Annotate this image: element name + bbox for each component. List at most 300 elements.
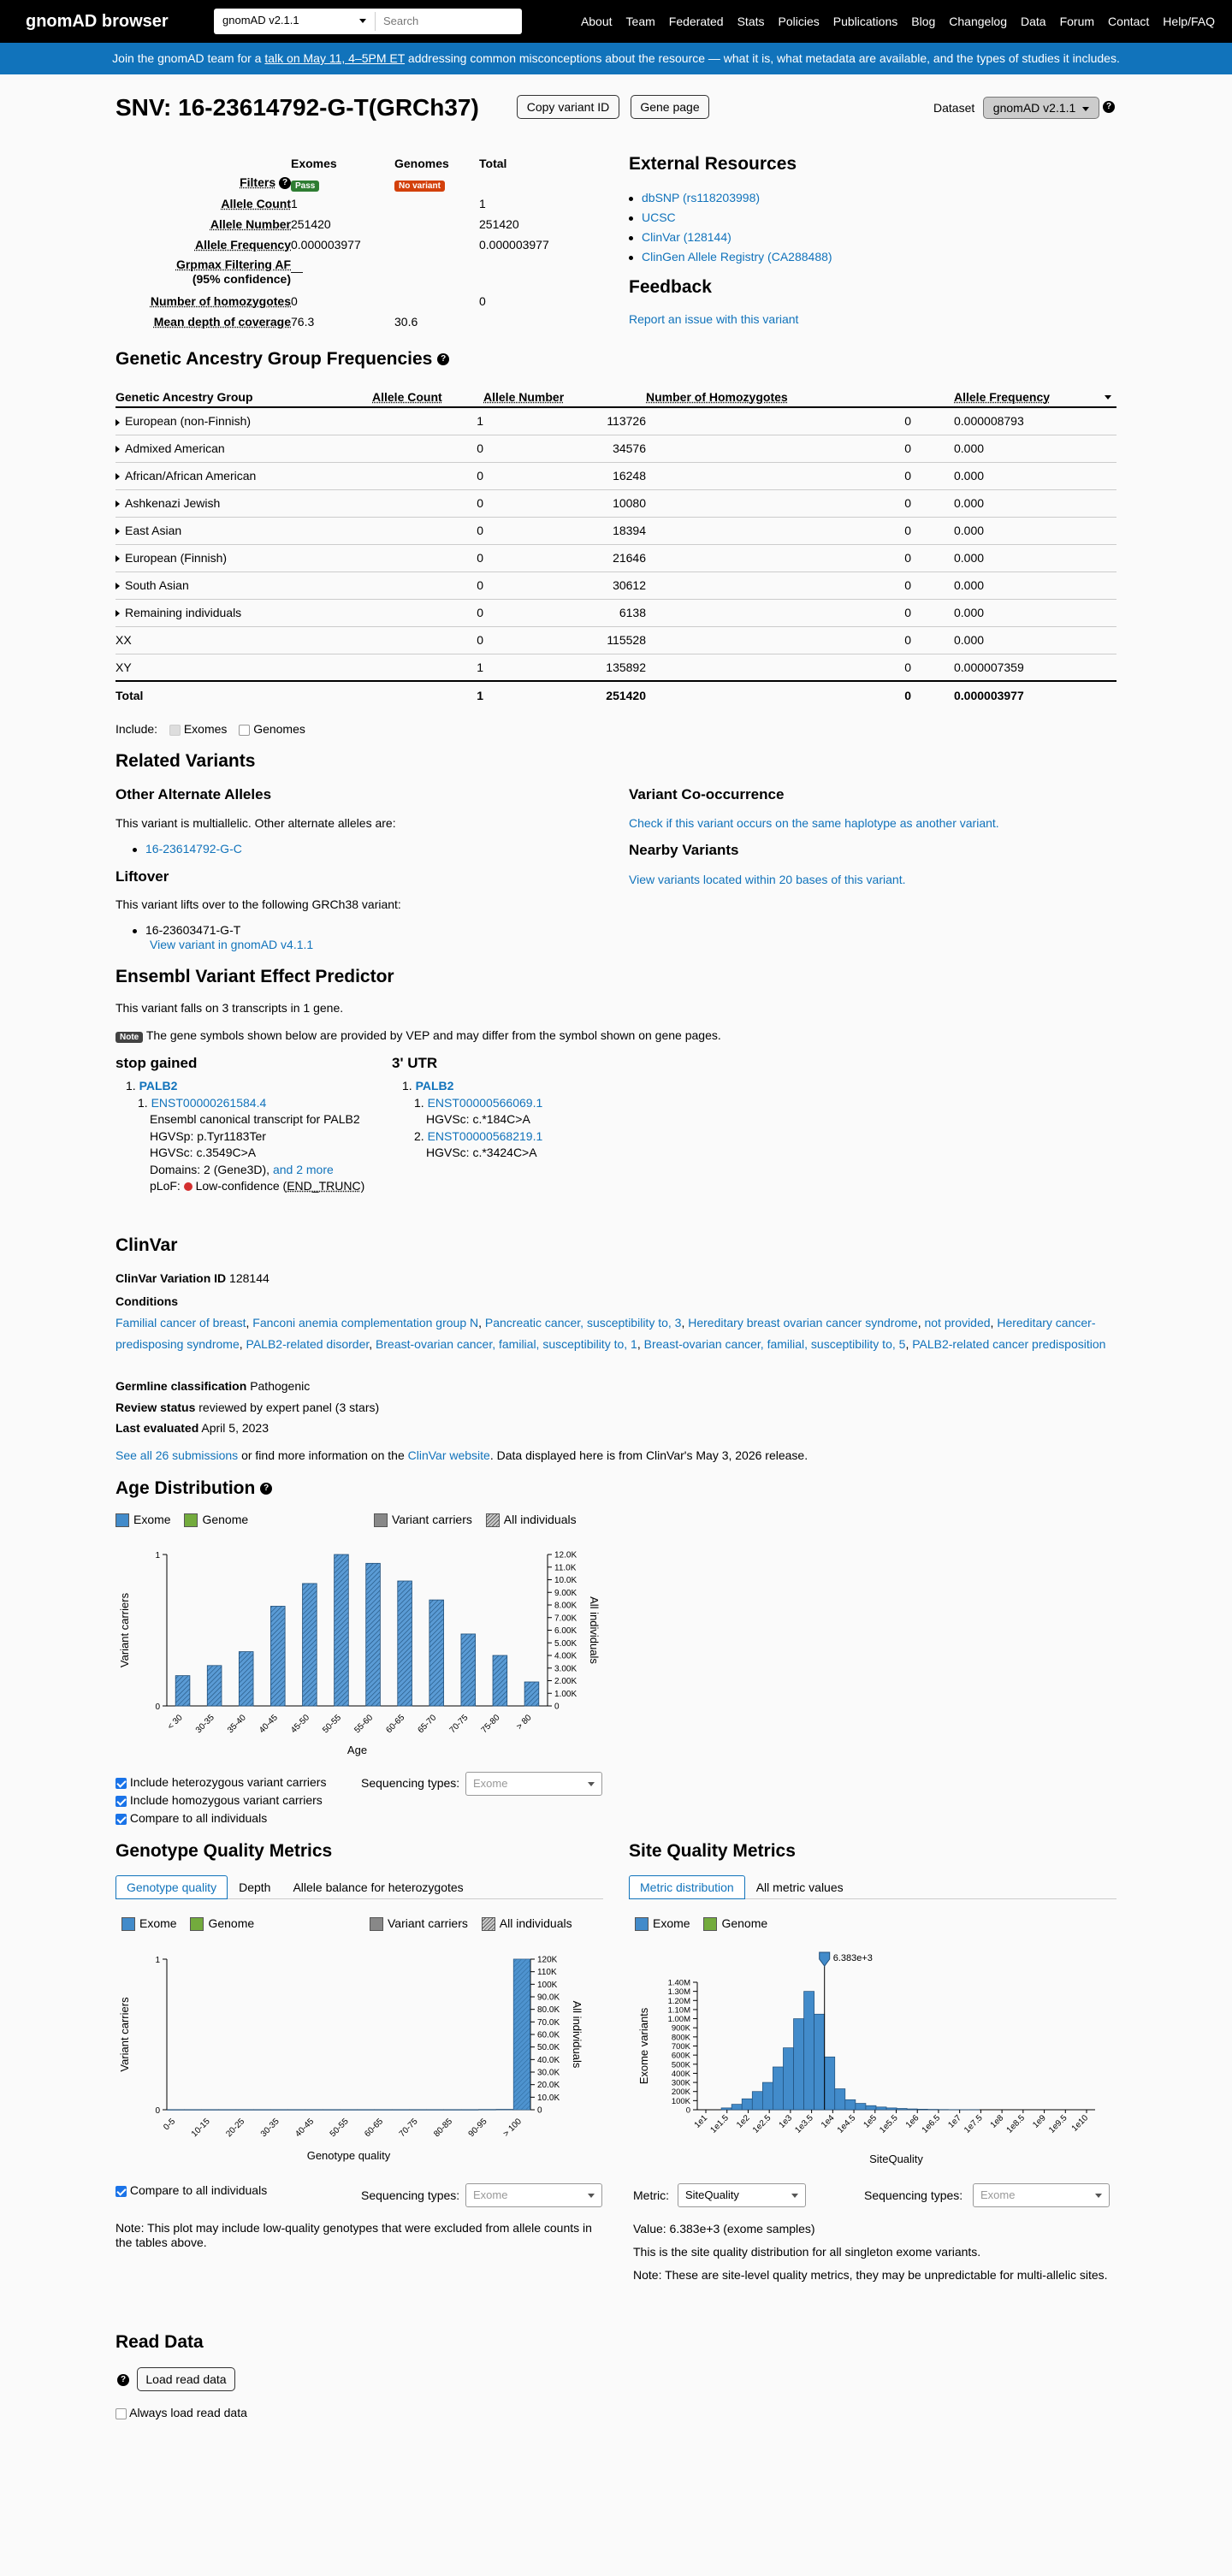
allele-number-cell-value: 251420 — [606, 688, 646, 702]
allele-frequency-cell-value: 0.000 — [954, 578, 985, 592]
plof-flag[interactable]: END_TRUNC — [287, 1179, 361, 1193]
allele-number-cell — [483, 407, 646, 435]
sq-desc: This is the site quality distribution for all singleton exome variants. — [633, 2245, 981, 2259]
homozygotes-cell-value: 0 — [904, 578, 911, 592]
other-allele-link[interactable]: 16-23614792-G-C — [145, 842, 242, 856]
allele-number-cell-value: 21646 — [613, 551, 646, 565]
announcement-banner — [0, 43, 1232, 74]
tab-depth[interactable]: Depth — [239, 1880, 271, 1894]
hgvsp-text: HGVSp: p.Tyr1183Ter — [150, 1128, 266, 1143]
table-row[interactable] — [116, 489, 1116, 517]
allele-number-cell-value: 113726 — [607, 414, 646, 429]
gq-note: Note: This plot may include low-quality genotypes that were excluded from allele counts in the tables above. — [116, 2221, 592, 2249]
note-badge: Note — [116, 1032, 143, 1043]
allele-count-cell — [372, 571, 483, 599]
homozygotes-cell — [646, 435, 911, 462]
homozygotes-cell-value: 0 — [904, 524, 911, 537]
histogram-bin — [835, 2089, 845, 2110]
legend-genome: Genome — [208, 1916, 255, 1930]
help-icon[interactable]: ? — [1103, 101, 1115, 113]
tab-metric-distribution[interactable]: Metric distribution — [629, 1875, 745, 1899]
het-carriers-checkbox[interactable] — [116, 1778, 127, 1789]
copy-variant-id-button[interactable]: Copy variant ID — [517, 95, 619, 119]
annotation-arrow-icon — [820, 1952, 830, 1966]
utr-hgvsc1: HGVSc: c.*184C>A — [426, 1112, 530, 1126]
domains-more-link[interactable]: and 2 more — [272, 1162, 334, 1176]
bar-all-individuals — [496, 2110, 512, 2111]
condition-link[interactable]: Familial cancer of breast — [116, 1316, 246, 1329]
allele-count-cell — [372, 681, 483, 708]
pass-badge: Pass — [291, 181, 319, 192]
x-tick-label: 1e5.5 — [878, 2113, 900, 2135]
table-row[interactable] — [116, 407, 1116, 435]
sort-icon — [1105, 395, 1111, 400]
y-axis-label: Exome variants — [637, 2007, 650, 2085]
y-tick-label: 1.00M — [667, 2015, 690, 2025]
expand-icon[interactable] — [116, 419, 120, 426]
grpmax-exomes: — — [291, 264, 303, 278]
y2-tick-label: 100K — [537, 1980, 558, 1990]
allele-frequency-cell-value: 0.000 — [954, 633, 985, 647]
metric-select[interactable]: SiteQuality — [678, 2183, 806, 2207]
nav-contact[interactable]: Contact — [1108, 15, 1150, 28]
group-cell-value: South Asian — [125, 578, 189, 592]
y-tick-label: 700K — [671, 2042, 690, 2052]
allele-count-cell — [372, 517, 483, 544]
nearby-variants-link[interactable]: View variants located within 20 bases of this variant. — [629, 873, 906, 886]
clinvar-id-value: 128144 — [229, 1271, 270, 1285]
main-nav — [567, 15, 1215, 28]
legend-exome-swatch — [116, 1513, 129, 1527]
clinvar-title: ClinVar — [116, 1235, 178, 1255]
see-all-submissions-link[interactable]: See all 26 submissions — [116, 1448, 239, 1462]
group-cell — [116, 489, 372, 517]
expand-icon[interactable] — [116, 528, 120, 535]
allele-number-cell-value: 30612 — [613, 578, 646, 592]
clinvar-link[interactable]: ClinVar (128144) — [642, 230, 732, 244]
header-group[interactable]: Genetic Ancestry Group — [116, 387, 372, 407]
gq-legend — [121, 1916, 254, 1931]
no-variant-badge: No variant — [394, 181, 445, 192]
age-seq-select[interactable]: Exome — [465, 1772, 602, 1796]
tab-genotype-quality[interactable]: Genotype quality — [116, 1875, 228, 1899]
bar-all-individuals — [410, 2110, 426, 2111]
x-tick-label: 40-45 — [258, 1713, 280, 1736]
histogram-bin — [804, 1992, 814, 2110]
bar-all-individuals — [427, 2110, 443, 2111]
header-allele-number[interactable]: Allele Number — [483, 387, 646, 407]
conditions-label: Conditions — [116, 1294, 179, 1308]
clinvar-website-link[interactable]: ClinVar website — [407, 1448, 490, 1462]
table-row[interactable] — [116, 544, 1116, 571]
homozygotes-cell-value: 0 — [904, 414, 911, 429]
allele-number-cell-value: 135892 — [606, 660, 646, 674]
x-tick-label: 65-70 — [416, 1713, 439, 1736]
gq-compare-row — [116, 2183, 267, 2197]
grpmax-label — [176, 258, 291, 287]
condition-link[interactable]: Breast-ovarian cancer, familial, susceptibility to, 1 — [376, 1336, 637, 1351]
allele-count-cell — [372, 654, 483, 681]
germline-value: Pathogenic — [250, 1379, 311, 1393]
gene-page-button[interactable]: Gene page — [631, 95, 709, 119]
y2-tick-label: 0 — [554, 1702, 560, 1712]
legend-all-swatch — [486, 1513, 500, 1527]
expand-icon[interactable] — [116, 583, 120, 589]
allele-frequency-cell — [911, 599, 1116, 626]
utr-transcript1-link[interactable]: ENST00000566069.1 — [427, 1095, 543, 1110]
ancestry-frequency-table — [116, 387, 1116, 708]
group-cell-value: Ashkenazi Jewish — [125, 496, 221, 510]
nav-federated[interactable]: Federated — [668, 15, 724, 28]
always-load-checkbox[interactable] — [116, 2408, 127, 2419]
histogram-bin — [866, 2105, 876, 2110]
condition-link[interactable]: Hereditary breast ovarian cancer syndrome — [688, 1316, 918, 1329]
condition-link[interactable]: PALB2-related disorder — [246, 1336, 370, 1351]
utr-hgvsc2: HGVSc: c.*3424C>A — [426, 1146, 537, 1159]
clinvar-id-label: ClinVar Variation ID — [116, 1271, 227, 1285]
allele-frequency-cell-value: 0.000 — [954, 496, 985, 510]
y2-tick-label: 4.00K — [554, 1651, 578, 1661]
see-all-text: or find more information on the — [238, 1448, 408, 1462]
y-tick-label: 800K — [671, 2033, 690, 2043]
legend-all: All individuals — [499, 1916, 572, 1930]
allele-number-cell — [483, 599, 646, 626]
nav-team[interactable]: Team — [625, 15, 655, 28]
liftover-link[interactable]: View variant in gnomAD v4.1.1 — [150, 938, 314, 951]
page-title: SNV: 16-23614792-G-T(GRCh37) — [116, 94, 479, 121]
homozygotes-cell-value: 0 — [904, 551, 911, 565]
separator: , — [917, 1316, 925, 1329]
age-seq-label: Sequencing types: — [361, 1776, 460, 1790]
histogram-bin — [907, 2109, 917, 2110]
allele-count-cell-value: 0 — [477, 441, 483, 455]
condition-link[interactable]: Fanconi anemia complementation group N — [252, 1316, 479, 1329]
allele-frequency-cell — [911, 489, 1116, 517]
mean-depth-genomes: 30.6 — [394, 315, 418, 329]
utr-transcript2-link[interactable]: ENST00000568219.1 — [427, 1128, 543, 1143]
compare-all-checkbox[interactable] — [116, 1814, 127, 1825]
chevron-down-icon — [1082, 107, 1089, 111]
germline-label: Germline classification — [116, 1379, 247, 1393]
plof-value: Low-confidence ( — [195, 1179, 287, 1193]
allele-number-cell-value: 115528 — [607, 633, 646, 647]
hom-carriers-checkbox[interactable] — [116, 1796, 127, 1807]
homozygotes-cell — [646, 599, 911, 626]
y2-tick-label: 8.00K — [554, 1601, 578, 1611]
allele-frequency-cell — [911, 517, 1116, 544]
table-row[interactable] — [116, 517, 1116, 544]
condition-link[interactable]: not provided — [924, 1316, 991, 1329]
help-icon[interactable]: ? — [260, 1483, 272, 1495]
x-tick-label: 60-65 — [384, 1713, 407, 1736]
search-input[interactable]: Search — [383, 15, 419, 27]
group-cell — [116, 599, 372, 626]
legend-exome: Exome — [139, 1916, 177, 1930]
condition-link[interactable]: Hereditary cancer-predisposing syndrome — [116, 1316, 1096, 1351]
y-tick-label: 1.10M — [667, 2005, 690, 2016]
col-total: Total — [479, 157, 507, 170]
bullet — [133, 929, 137, 933]
x-tick-label: 1e4 — [819, 2113, 837, 2130]
dataset-dropdown-label: gnomAD v2.1.1 — [992, 101, 1076, 115]
allele-frequency-cell-value: 0.000007359 — [954, 660, 1024, 674]
homozygotes-cell — [646, 626, 911, 654]
homozygotes-cell-value: 0 — [904, 469, 911, 483]
hom-carriers-label: Include homozygous variant carriers — [129, 1793, 323, 1807]
report-issue-link[interactable]: Report an issue with this variant — [629, 312, 799, 326]
sq-seq-label: Sequencing types: — [864, 2188, 963, 2202]
expand-icon[interactable] — [116, 500, 120, 507]
bar-all-individuals — [323, 2110, 340, 2111]
homozygotes-cell-value: 0 — [904, 496, 911, 510]
nav-publications[interactable]: Publications — [832, 15, 898, 28]
sq-seq-select[interactable]: Exome — [973, 2183, 1110, 2207]
legend-genome: Genome — [721, 1916, 768, 1930]
allele-count-cell-value: 1 — [477, 688, 483, 702]
legend-exome-swatch — [635, 1917, 649, 1931]
stop-gained-title: stop gained — [116, 1055, 198, 1071]
x-tick-label: 40-45 — [293, 2117, 317, 2140]
group-cell — [116, 517, 372, 544]
bar-all-individuals — [239, 1652, 253, 1706]
y2-tick-label: 12.0K — [554, 1550, 578, 1560]
allele-frequency-cell-value: 0.000008793 — [954, 414, 1024, 429]
age-title-text: Age Distribution — [116, 1478, 256, 1498]
y-axis-label: Variant carriers — [118, 1592, 131, 1668]
header-homozygotes[interactable]: Number of Homozygotes — [646, 387, 911, 407]
bar-all-individuals — [444, 2110, 460, 2111]
nav-about[interactable]: About — [580, 15, 613, 28]
allele-frequency-total: 0.000003977 — [479, 238, 549, 252]
bar-all-individuals — [398, 1581, 412, 1706]
x-tick-label: 1e4.5 — [835, 2113, 858, 2135]
header-allele-count[interactable]: Allele Count — [372, 387, 483, 407]
search-box — [214, 9, 522, 34]
x-tick-label: 70-75 — [447, 1713, 471, 1736]
review-value: reviewed by expert panel (3 stars) — [198, 1401, 380, 1414]
nav-changelog[interactable]: Changelog — [949, 15, 1008, 28]
y-tick-label: 1.40M — [667, 1978, 690, 1988]
separator: , — [239, 1336, 246, 1351]
ucsc-link[interactable]: UCSC — [642, 210, 676, 224]
table-row[interactable] — [116, 462, 1116, 489]
bar-all-individuals — [168, 2110, 184, 2111]
bar-all-individuals — [462, 2110, 478, 2111]
plof-close: ) — [360, 1179, 365, 1193]
y2-tick-label: 7.00K — [554, 1614, 578, 1624]
separator: , — [681, 1316, 689, 1329]
x-tick-label: 45-50 — [289, 1713, 311, 1736]
bar-all-individuals — [479, 2110, 495, 2111]
stop-gene-link[interactable]: PALB2 — [139, 1079, 178, 1093]
bar-all-individuals — [202, 2110, 218, 2111]
sq-value-text: Value: 6.383e+3 (exome samples) — [633, 2222, 815, 2235]
y-tick-label: 500K — [671, 2060, 690, 2070]
include-genomes-checkbox[interactable] — [239, 725, 250, 736]
help-icon[interactable]: ? — [279, 177, 291, 189]
allele-count-exomes: 1 — [291, 197, 298, 210]
homozygotes-total: 0 — [479, 294, 486, 308]
expand-icon[interactable] — [116, 473, 120, 480]
y-tick-label: 0 — [155, 2106, 160, 2116]
cooccurrence-link[interactable]: Check if this variant occurs on the same haplotype as another variant. — [629, 816, 999, 830]
homozygotes-cell-value: 0 — [904, 441, 911, 455]
bar-all-individuals — [254, 2110, 270, 2111]
y2-tick-label: 3.00K — [554, 1664, 578, 1674]
include-filters — [116, 722, 305, 736]
mean-depth-label: Mean depth of coverage — [153, 315, 291, 329]
bar-all-individuals — [305, 2110, 322, 2111]
y2-tick-label: 120K — [537, 1955, 558, 1965]
allele-count-cell-value: 0 — [477, 551, 483, 565]
group-cell-value: Remaining individuals — [125, 606, 242, 619]
x-tick-label: 1e3 — [777, 2113, 795, 2130]
allele-frequency-cell — [911, 626, 1116, 654]
x-axis-label: SiteQuality — [869, 2153, 923, 2165]
filters-label: Filters — [240, 175, 276, 189]
legend-carriers: Variant carriers — [388, 1916, 468, 1930]
hgvsc-text: HGVSc: c.3549C>A — [150, 1146, 257, 1159]
sq-note: Note: These are site-level quality metrics, they may be unpredictable for multi-allelic sites. — [633, 2268, 1108, 2282]
nav-stats[interactable]: Stats — [737, 15, 765, 28]
x-tick-label: < 30 — [165, 1713, 185, 1732]
allele-frequency-cell-value: 0.000 — [954, 469, 985, 483]
nav-forum[interactable]: Forum — [1059, 15, 1095, 28]
note-text: The gene symbols shown below are provided by VEP and may differ from the symbol shown on gene pages. — [145, 1028, 721, 1042]
canonical-text: Ensembl canonical transcript for PALB2 — [150, 1112, 360, 1126]
x-tick-label: 30-35 — [193, 1713, 216, 1736]
group-cell-value: African/African American — [125, 469, 257, 483]
banner-text: Join the gnomAD team for a — [112, 51, 265, 65]
condition-link[interactable]: Breast-ovarian cancer, familial, susceptibility to, 5 — [643, 1336, 906, 1351]
y2-tick-label: 6.00K — [554, 1626, 578, 1636]
metric-label: Metric: — [633, 2188, 669, 2202]
x-axis-label: Age — [346, 1744, 368, 1756]
x-tick-label: 0-5 — [162, 2117, 178, 2133]
condition-link[interactable]: Pancreatic cancer, susceptibility to, 3 — [484, 1316, 682, 1329]
homozygotes-cell — [646, 681, 911, 708]
homozygotes-cell-value: 0 — [904, 633, 911, 647]
allele-number-cell — [483, 681, 646, 708]
dataset-selector[interactable]: gnomAD v2.1.1 — [222, 14, 299, 27]
expand-icon[interactable] — [116, 610, 120, 617]
liftover-variant: 16-23603471-G-T — [145, 923, 241, 937]
brand-logo[interactable]: gnomAD browser — [26, 12, 169, 31]
y-axis-label: Variant carriers — [118, 1997, 131, 2072]
histogram-bin — [845, 2099, 856, 2110]
histogram-bin — [721, 2108, 732, 2110]
bullet — [629, 216, 633, 221]
nav-help[interactable]: Help/FAQ — [1163, 15, 1215, 28]
x-tick-label: 50-55 — [321, 1713, 344, 1736]
table-row — [116, 654, 1116, 681]
gq-seq-label: Sequencing types: — [361, 2188, 460, 2202]
x-tick-label: 1e1 — [692, 2113, 710, 2130]
expand-icon[interactable] — [116, 555, 120, 562]
expand-icon[interactable] — [116, 446, 120, 453]
legend-carriers-swatch — [370, 1917, 383, 1931]
banner-text-end: addressing common misconceptions about the resource — what it is, what metadata are available, and the types of studies it includes. — [405, 51, 1120, 65]
banner-link[interactable]: talk on May 11, 4–5PM ET — [264, 51, 406, 65]
bar-all-individuals — [366, 1563, 381, 1706]
include-exomes-checkbox[interactable] — [169, 725, 181, 736]
histogram-bin — [814, 2014, 825, 2110]
clingen-link[interactable]: ClinGen Allele Registry (CA288488) — [642, 250, 832, 264]
genotype-quality-chart — [116, 1944, 612, 2166]
homozygotes-label: Number of homozygotes — [150, 294, 291, 308]
group-cell-value: Total — [116, 688, 144, 702]
help-icon[interactable]: ? — [117, 2374, 129, 2386]
tab-all-metric-values[interactable]: All metric values — [755, 1880, 844, 1894]
allele-count-label: Allele Count — [221, 197, 291, 210]
allele-frequency-cell — [911, 544, 1116, 571]
nav-policies[interactable]: Policies — [778, 15, 820, 28]
group-cell-value: European (non-Finnish) — [125, 414, 252, 429]
nav-data[interactable]: Data — [1021, 15, 1046, 28]
y2-tick-label: 10.0K — [554, 1576, 578, 1585]
chevron-down-icon[interactable] — [359, 19, 366, 23]
legend-carriers: Variant carriers — [392, 1513, 472, 1526]
load-read-data-button[interactable]: Load read data — [137, 2367, 235, 2391]
bar-all-individuals — [236, 2110, 252, 2111]
allele-frequency-cell — [911, 681, 1116, 708]
read-data-title: Read Data — [116, 2332, 204, 2352]
y2-tick-label: 40.0K — [537, 2055, 560, 2065]
allele-count-cell — [372, 489, 483, 517]
tab-allele-balance[interactable]: Allele balance for heterozygotes — [293, 1880, 464, 1894]
bar-all-individuals — [524, 1682, 539, 1706]
annotation-label: 6.383e+3 — [832, 1953, 873, 1963]
allele-number-cell-value: 10080 — [613, 496, 646, 510]
legend-carriers-swatch — [374, 1513, 388, 1527]
table-row[interactable] — [116, 571, 1116, 599]
stop-transcript-link[interactable]: ENST00000261584.4 — [151, 1095, 267, 1110]
dataset-dropdown[interactable] — [983, 97, 1099, 119]
table-row[interactable] — [116, 599, 1116, 626]
include-label: Include: — [116, 722, 158, 736]
group-cell — [116, 407, 372, 435]
allele-number-exomes: 251420 — [291, 217, 331, 231]
group-cell-value: Admixed American — [125, 441, 225, 455]
dbsnp-link[interactable]: dbSNP (rs118203998) — [642, 191, 761, 204]
nav-blog[interactable]: Blog — [911, 15, 936, 28]
group-cell-value: XX — [116, 633, 132, 647]
allele-frequency-cell-value: 0.000 — [954, 551, 985, 565]
help-icon[interactable]: ? — [437, 353, 449, 365]
separator: , — [637, 1336, 644, 1351]
liftover-text: This variant lifts over to the following GRCh38 variant: — [116, 897, 401, 911]
histogram-bin — [732, 2105, 742, 2110]
gq-compare-checkbox[interactable] — [116, 2186, 127, 2197]
group-cell — [116, 681, 372, 708]
x-axis-label: Genotype quality — [306, 2149, 391, 2162]
site-quality-chart — [629, 1944, 1125, 2170]
age-distribution-title — [116, 1478, 272, 1499]
group-cell-value: East Asian — [125, 524, 182, 537]
allele-count-cell-value: 1 — [477, 660, 483, 674]
y-tick-label: 1 — [155, 1956, 160, 1965]
table-row[interactable] — [116, 435, 1116, 462]
condition-link[interactable]: PALB2-related cancer predisposition — [912, 1336, 1106, 1351]
allele-count-cell — [372, 626, 483, 654]
allele-count-cell-value: 0 — [477, 469, 483, 483]
bar-all-individuals — [393, 2110, 409, 2111]
separator: , — [369, 1336, 376, 1351]
header-allele-frequency[interactable] — [911, 387, 1116, 407]
utr-gene-link[interactable]: PALB2 — [415, 1079, 454, 1093]
gq-seq-select[interactable]: Exome — [465, 2183, 602, 2207]
x-tick-label: 1e5 — [862, 2113, 880, 2130]
